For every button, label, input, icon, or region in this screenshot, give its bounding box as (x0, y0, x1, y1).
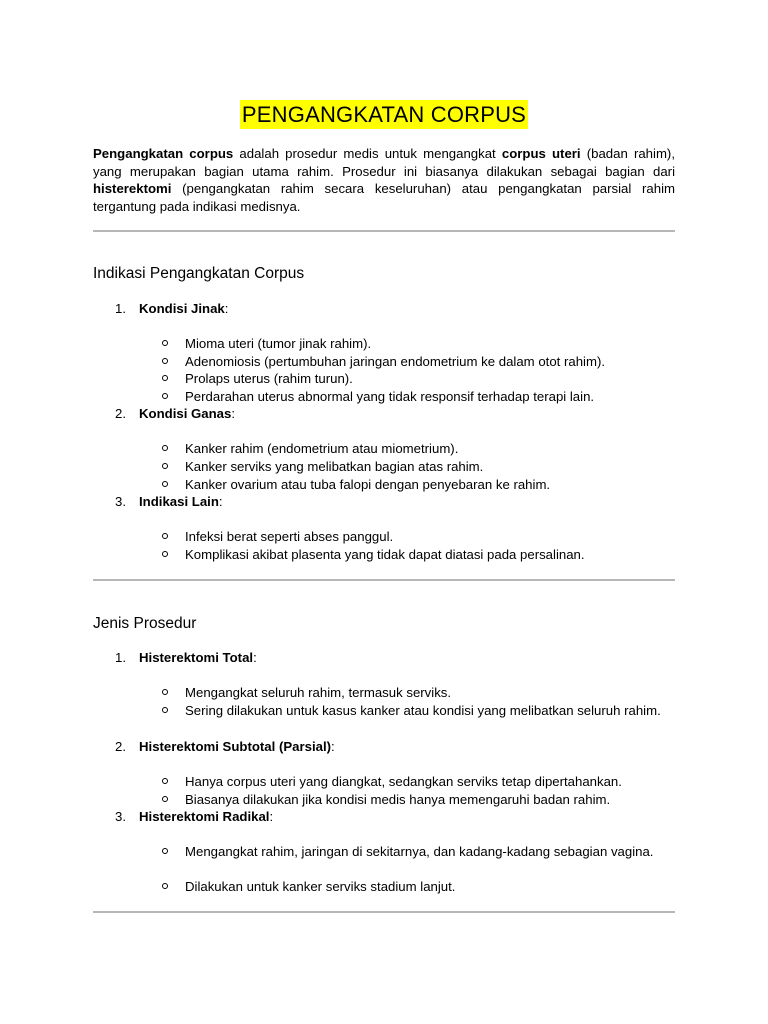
horizontal-rule (93, 911, 675, 913)
section-heading: Jenis Prosedur (93, 615, 197, 632)
item-number: 3. (115, 494, 126, 509)
item-number: 1. (115, 301, 126, 316)
hollow-bullet-icon (162, 848, 168, 854)
title-wrap (0, 100, 768, 129)
hollow-bullet-icon (162, 883, 168, 889)
intro-bold-term: Pengangkatan corpus (93, 146, 234, 161)
item-label: Histerektomi Radikal (139, 809, 270, 824)
hollow-bullet-icon (162, 393, 168, 399)
list-item-text: Komplikasi akibat plasenta yang tidak dapat diatasi pada persalinan. (185, 547, 585, 562)
item-label: Kondisi Ganas (139, 406, 232, 421)
hollow-bullet-icon (162, 533, 168, 539)
item-suffix: : (231, 406, 236, 421)
intro-text: (pengangkatan rahim secara keseluruhan) atau pengangkatan parsial rahim tergantung pada indikasi medisnya. (93, 181, 675, 214)
item-suffix: : (218, 494, 223, 509)
list-item-text: Infeksi berat seperti abses panggul. (185, 529, 394, 544)
list-item-text: Kanker rahim (endometrium atau miometrium). (185, 441, 459, 456)
list-item-text: Kanker ovarium atau tuba falopi dengan penyebaran ke rahim. (185, 477, 551, 492)
list-item-text: Mioma uteri (tumor jinak rahim). (185, 336, 372, 351)
list-item-text: Perdarahan uterus abnormal yang tidak responsif terhadap terapi lain. (185, 389, 595, 404)
intro-bold-term: corpus uteri (501, 146, 581, 161)
item-suffix: : (331, 739, 335, 754)
list-item-text: Biasanya dilakukan jika kondisi medis hanya memengaruhi badan rahim. (185, 792, 611, 807)
intro-paragraph (93, 145, 675, 215)
hollow-bullet-icon (162, 707, 168, 713)
intro-text: adalah prosedur medis untuk mengangkat (233, 146, 502, 161)
item-suffix: : (253, 650, 257, 665)
list-item-text: Hanya corpus uteri yang diangkat, sedangkan serviks tetap dipertahankan. (185, 774, 622, 789)
hollow-bullet-icon (162, 778, 168, 784)
hollow-bullet-icon (162, 796, 168, 802)
item-number: 2. (115, 406, 126, 421)
item-label: Kondisi Jinak (139, 301, 225, 316)
list-item-text: Mengangkat rahim, jaringan di sekitarnya, dan kadang-kadang sebagian vagina. (185, 844, 654, 859)
hollow-bullet-icon (162, 463, 168, 469)
item-label: Histerektomi Total (139, 650, 254, 665)
list-item-text: Mengangkat seluruh rahim, termasuk serviks. (185, 685, 452, 700)
item-number: 3. (115, 809, 126, 824)
item-label: Histerektomi Subtotal (Parsial) (139, 739, 331, 754)
hollow-bullet-icon (162, 551, 168, 557)
list-item-text: Sering dilakukan untuk kasus kanker atau kondisi yang melibatkan seluruh rahim. (185, 703, 661, 718)
list-item-text: Dilakukan untuk kanker serviks stadium lanjut. (185, 879, 456, 894)
hollow-bullet-icon (162, 340, 168, 346)
horizontal-rule (93, 579, 675, 581)
section-heading: Indikasi Pengangkatan Corpus (93, 265, 305, 282)
item-label: Indikasi Lain (139, 494, 219, 509)
hollow-bullet-icon (162, 445, 168, 451)
hollow-bullet-icon (162, 375, 168, 381)
item-number: 1. (115, 650, 126, 665)
intro-text: (badan rahim), yang merupakan bagian utama rahim. Prosedur ini biasanya dilakukan sebagai bagian dari (93, 146, 675, 179)
hollow-bullet-icon (162, 358, 168, 364)
list-item-text: Adenomiosis (pertumbuhan jaringan endometrium ke dalam otot rahim). (185, 354, 606, 369)
item-suffix: : (224, 301, 229, 316)
intro-bold-term: histerektomi (93, 181, 172, 197)
list-item-text: Prolaps uterus (rahim turun). (185, 371, 353, 386)
item-number: 2. (115, 739, 126, 754)
hollow-bullet-icon (162, 689, 168, 695)
hollow-bullet-icon (162, 481, 168, 487)
list-item-text: Kanker serviks yang melibatkan bagian atas rahim. (185, 459, 484, 474)
page-title: PENGANGKATAN CORPUS (241, 102, 527, 127)
horizontal-rule (93, 230, 675, 232)
item-suffix: : (269, 809, 274, 824)
